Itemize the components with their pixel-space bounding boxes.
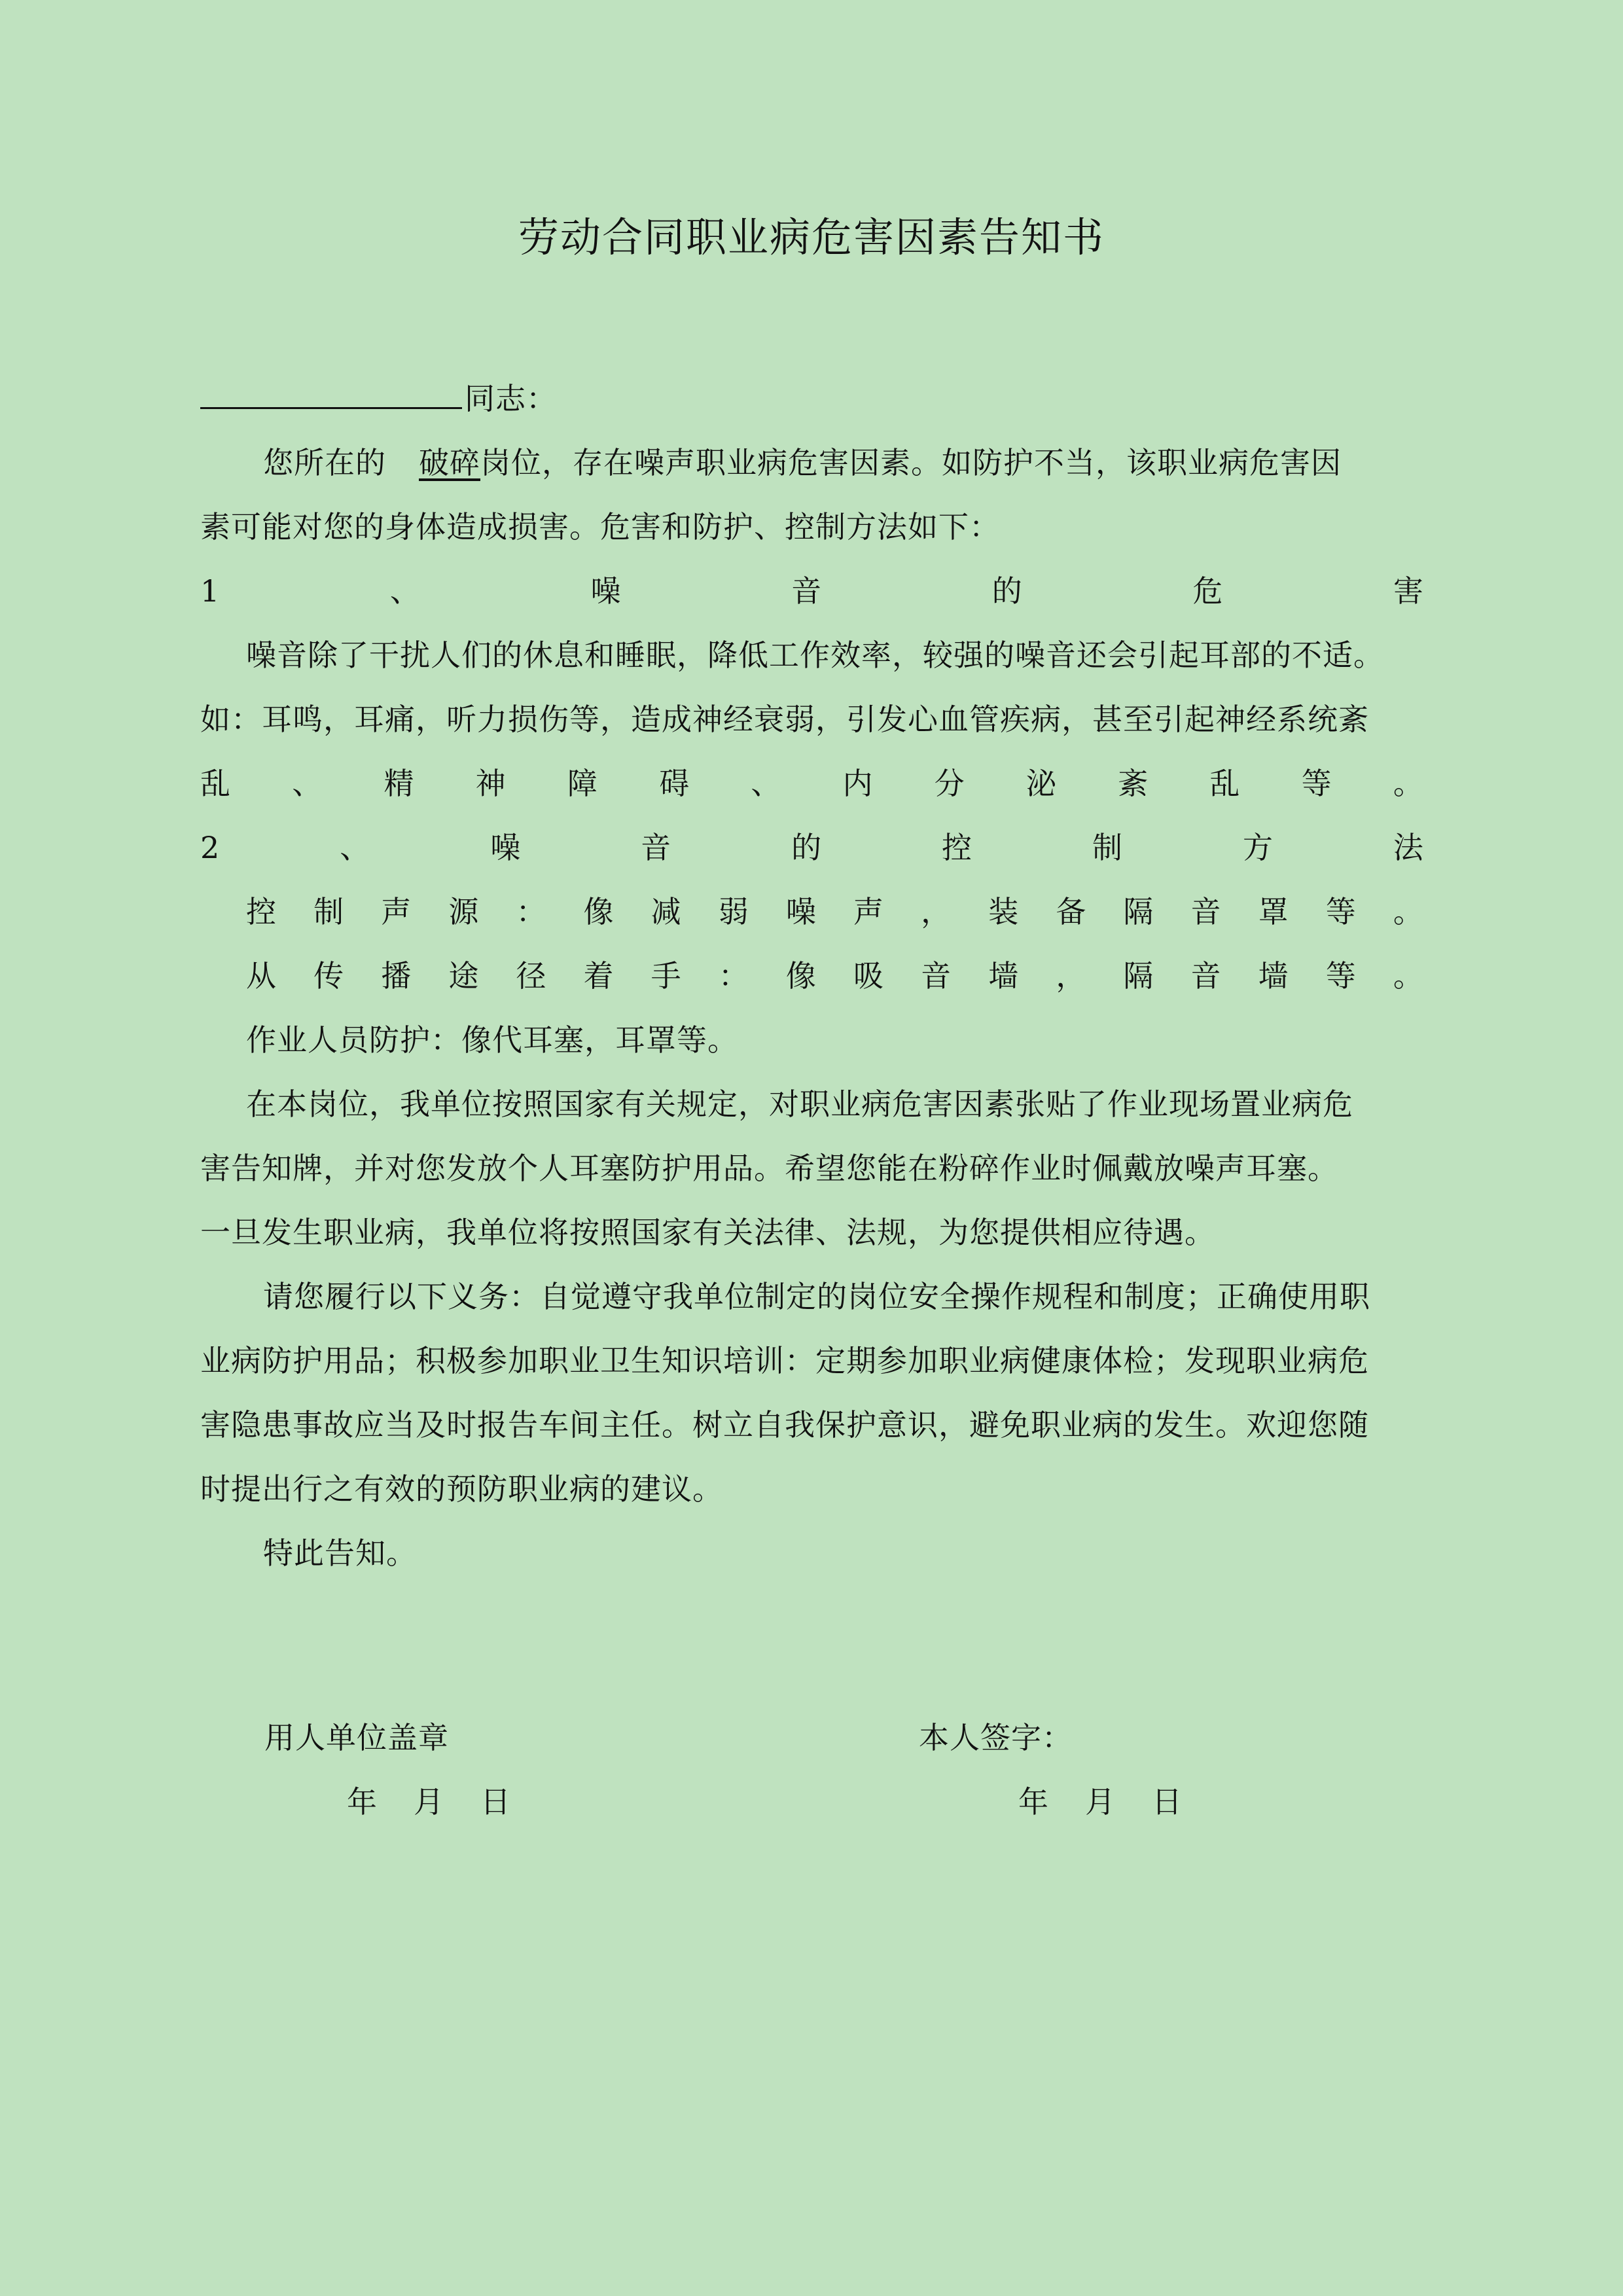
hazard-char: 泌 [1026,766,1057,801]
hazard-char: 紊 [1118,766,1149,801]
heading-noise-control [200,816,1424,880]
hazard-char: 精 [383,766,415,801]
control-char: 制 [313,894,345,929]
heading2-char: 方 [1242,830,1274,865]
hazard-char: 、 [292,766,323,801]
para3-line1: 请您履行以下义务：自觉遵守我单位制定的岗位安全操作规程和制度；正确使用职 [263,1279,1370,1314]
month-label: 月 [1085,1784,1115,1820]
closing-text: 特此告知。 [263,1535,417,1571]
hazard-char: 。 [1393,766,1424,801]
para1-suffix: 岗位，存在噪声职业病危害因素。如防护不当，该职业病危害因 [480,445,1342,480]
heading1-char: 、 [389,573,421,609]
para2-line3: 一旦发生职业病，我单位将按照国家有关法律、法规，为您提供相应待遇。 [200,1215,1215,1250]
control-char: 装 [988,894,1020,929]
control-char: 音 [921,958,952,994]
control-char: 等 [1325,894,1357,929]
heading1-char: 的 [991,573,1023,609]
name-blank [200,367,462,409]
hazard-char: 障 [567,766,598,801]
heading2-char: 制 [1092,830,1123,865]
hazard-line3 [200,751,1424,816]
control-char: 减 [651,894,682,929]
employer-seal-label: 用人单位盖章 [264,1720,449,1755]
heading2-char: 的 [791,830,823,865]
greeting-line [200,367,1424,431]
heading1-char: 1 [200,573,221,609]
control-char: 从 [246,958,277,994]
control-char: 隔 [1123,894,1154,929]
control-char: 备 [1056,894,1087,929]
hazard-char: 神 [475,766,507,801]
hazard-line1: 噪音除了干扰人们的休息和睡眠，降低工作效率，较强的噪音还会引起耳部的不适。 [246,637,1384,673]
control-char: 径 [516,958,547,994]
para2-line1: 在本岗位，我单位按照国家有关规定，对职业病危害因素张贴了作业现场置业病危 [246,1086,1353,1122]
control-char: 手 [651,958,682,994]
employee-sign-label: 本人签字： [919,1720,1073,1755]
para2-line2: 害告知牌，并对您发放个人耳塞防护用品。希望您能在粉碎作业时佩戴放噪声耳塞。 [200,1151,1338,1186]
control-char: 传 [313,958,345,994]
hazard-char: 、 [751,766,782,801]
para3-line3: 害隐患事故应当及时报告车间主任。树立自我保护意识，避免职业病的发生。欢迎您随 [200,1407,1369,1443]
control-char: 等 [1325,958,1357,994]
control-char: ， [1056,958,1087,994]
control-char: 音 [1190,958,1222,994]
employee-date [1018,1770,1219,1834]
control-line2 [200,944,1424,1008]
control-char: 。 [1393,958,1424,994]
year-label: 年 [347,1784,377,1820]
document-title: 劳动合同职业病危害因素告知书 [518,213,1105,261]
control-char: 着 [583,958,615,994]
hazard-char: 分 [934,766,965,801]
control-char: 声 [381,894,412,929]
greeting-suffix: 同志： [465,381,557,416]
control-char: 源 [448,894,480,929]
control-line1 [200,880,1424,944]
post-name: 破碎 [419,445,480,480]
heading2-char: 控 [942,830,973,865]
heading1-char: 危 [1192,573,1224,609]
control-line3: 作业人员防护：像代耳塞，耳罩等。 [246,1022,738,1058]
heading2-char: 、 [340,830,371,865]
para3-line4: 时提出行之有效的预防职业病的建议。 [200,1471,723,1507]
control-char: 像 [785,958,817,994]
hazard-line2: 如：耳鸣，耳痛，听力损伤等，造成神经衰弱，引发心血管疾病，甚至引起神经系统紊 [200,702,1369,737]
control-char: 墙 [1258,958,1289,994]
month-label: 月 [414,1784,444,1820]
control-char: 噪 [785,894,817,929]
day-label: 日 [480,1784,510,1820]
control-char: 像 [583,894,615,929]
heading2-char: 噪 [490,830,522,865]
control-char: 罩 [1258,894,1289,929]
control-char: 控 [246,894,277,929]
control-char: ： [516,894,547,929]
hazard-char: 乱 [1209,766,1241,801]
heading2-char: 2 [200,830,221,865]
heading2-char: 音 [641,830,672,865]
para3-line2: 业病防护用品；积极参加职业卫生知识培训：定期参加职业病健康体检；发现职业病危 [200,1343,1369,1378]
hazard-char: 碍 [659,766,690,801]
control-char: 播 [381,958,412,994]
control-char: 弱 [718,894,749,929]
para1-line1 [200,431,1424,495]
heading-noise-hazard [200,559,1424,623]
day-label: 日 [1152,1784,1182,1820]
hazard-char: 内 [842,766,874,801]
control-char: 音 [1190,894,1222,929]
control-char: 途 [448,958,480,994]
heading1-char: 噪 [590,573,622,609]
year-label: 年 [1018,1784,1048,1820]
para1-prefix: 您所在的 [263,445,386,480]
hazard-char: 乱 [200,766,231,801]
control-char: 墙 [988,958,1020,994]
employer-date [347,1770,547,1834]
para1-line2: 素可能对您的身体造成损害。危害和防护、控制方法如下： [200,509,1000,545]
control-char: 。 [1393,894,1424,929]
control-char: ： [718,958,749,994]
heading1-char: 害 [1393,573,1424,609]
heading1-char: 音 [791,573,823,609]
control-char: 隔 [1123,958,1154,994]
control-char: 吸 [853,958,884,994]
hazard-char: 等 [1301,766,1332,801]
control-char: ， [921,894,952,929]
heading2-char: 法 [1393,830,1424,865]
control-char: 声 [853,894,884,929]
